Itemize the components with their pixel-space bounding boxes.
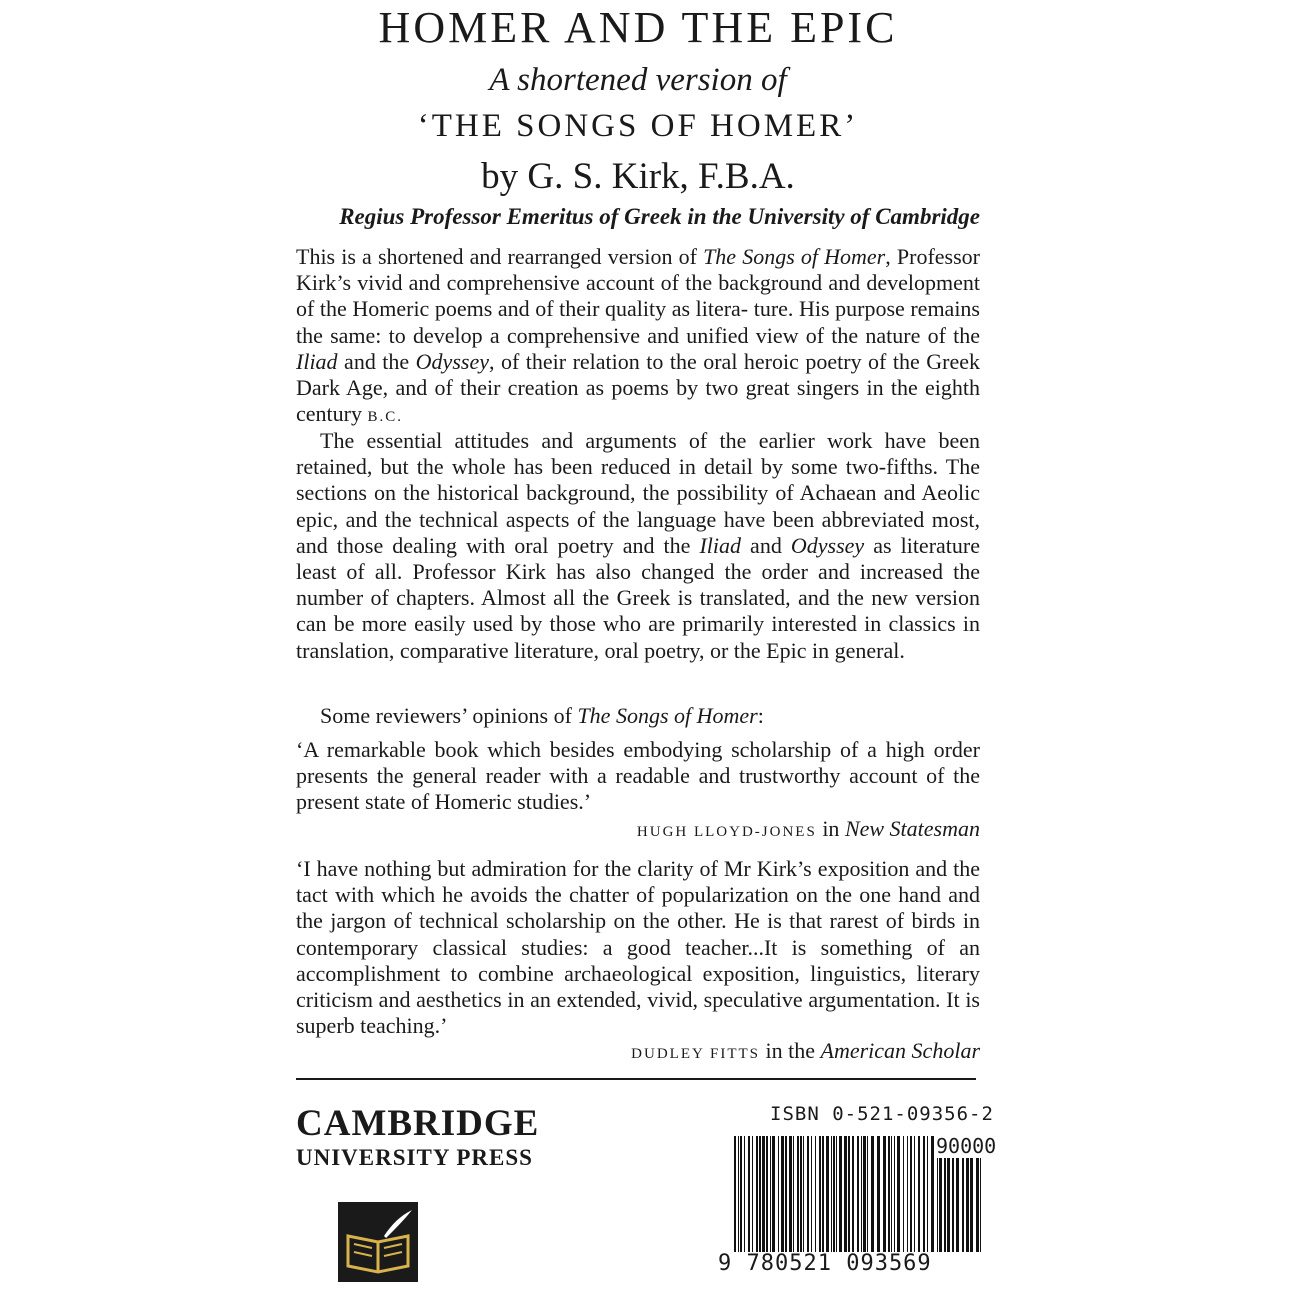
text-run: , of their relation to the oral heroic poetry of the Greek Dark Age, and of their creation as poems by two great singers in the eighth century <box>296 348 980 427</box>
review-source: New Statesman <box>844 816 980 841</box>
barcode-bar <box>952 1158 954 1252</box>
barcode-bar <box>939 1158 942 1252</box>
book-title-italic: The Songs of Homer <box>577 703 758 728</box>
author-affiliation: Regius Professor Emeritus of Greek in the University of Cambridge <box>339 204 980 229</box>
barcode-bar <box>927 1136 928 1252</box>
divider-rule <box>296 1078 976 1080</box>
barcode-bar <box>956 1158 959 1252</box>
barcode-bar <box>848 1136 850 1252</box>
addon-digits: 90000 <box>936 1134 997 1158</box>
barcode-bar <box>962 1158 964 1252</box>
barcode-bar <box>770 1136 771 1252</box>
barcode-bar <box>923 1136 925 1252</box>
barcode-bar <box>857 1136 859 1252</box>
text-run: as literature least of all. Professor Kirk has also changed the order and increased the number of chapters. Almost all the Greek is translated, and the new version can be more easily used by those who are primarily interested in classics in translation, comparative literature, oral poetry, or the Epic in general. <box>296 532 980 663</box>
barcode-bar <box>831 1136 832 1252</box>
barcode-bar <box>891 1136 892 1252</box>
text-run: in <box>816 816 845 841</box>
barcode-bar <box>811 1136 812 1252</box>
iliad-italic: Iliad <box>296 348 338 374</box>
barcode-bar <box>944 1158 946 1252</box>
barcode-bar <box>888 1136 890 1252</box>
barcode-bar <box>947 1158 950 1252</box>
barcode-bar <box>738 1136 739 1252</box>
barcode-bar <box>752 1136 753 1252</box>
odyssey-italic: Odyssey <box>415 348 489 374</box>
description-paragraph-1 <box>296 244 980 430</box>
barcode-bar <box>744 1136 745 1252</box>
text-run: Some reviewers’ opinions of <box>320 703 578 728</box>
barcode-bar <box>861 1136 862 1252</box>
text-run: The essential attitudes and arguments of the earlier work have been retained, but the whole has been reduced in detail by some two-fifths. The sections on the historical background, the possibility of Achaean and Aeolic epic, and the technical aspects of the language have been abbreviated most, and those dealing with oral poetry and the <box>296 428 980 558</box>
barcode-bar <box>894 1136 895 1252</box>
barcode-bar <box>883 1136 886 1252</box>
barcode-bar <box>778 1136 779 1252</box>
barcode-bar <box>789 1136 792 1252</box>
barcode-bar <box>931 1136 934 1252</box>
cover-text-column <box>296 0 980 1290</box>
text-run: and the <box>337 348 416 374</box>
barcode-bar <box>844 1136 847 1252</box>
reviews-intro <box>296 703 980 729</box>
barcode-bar <box>785 1136 787 1252</box>
barcode-bar <box>803 1136 804 1252</box>
text-run: in the <box>760 1038 821 1063</box>
barcode-bar <box>863 1136 866 1252</box>
barcode-bar <box>793 1136 794 1252</box>
book-title: HOMER AND THE EPIC <box>378 3 898 52</box>
barcode-bar <box>897 1136 900 1252</box>
review-source: American Scholar <box>820 1038 980 1063</box>
odyssey-italic: Odyssey <box>790 532 865 558</box>
publisher-subname: UNIVERSITY PRESS <box>296 1145 533 1170</box>
barcode-bar <box>815 1136 816 1252</box>
barcode-bar <box>797 1136 799 1252</box>
description-paragraph-2 <box>296 428 980 664</box>
subtitle: A shortened version of <box>489 62 787 98</box>
ean-digits: 9 780521 093569 <box>718 1251 932 1276</box>
author-line: by G. S. Kirk, F.B.A. <box>481 156 795 197</box>
barcode-bar <box>819 1136 821 1252</box>
review-attribution-2 <box>631 1038 980 1067</box>
book-title-italic: The Songs of Homer <box>703 244 886 269</box>
barcode-bar <box>910 1136 912 1252</box>
barcode-bar <box>839 1136 842 1252</box>
barcode-bar <box>907 1136 908 1252</box>
barcode-bar <box>836 1136 837 1252</box>
text-run: : <box>757 703 764 728</box>
text-run: This is a shortened and rearranged version of <box>296 244 704 269</box>
barcode-bar <box>759 1136 761 1252</box>
barcode-bar <box>772 1136 775 1252</box>
barcode-bar <box>970 1158 973 1252</box>
era-abbreviation: B.C. <box>367 409 403 426</box>
review-quote-1: ‘A remarkable book which besides embodying scholarship of a high order presents the general reader with a readable and trustworthy account of the present state of Homeric studies.’ <box>296 737 980 815</box>
review-quote-2: ‘I have nothing but admiration for the clarity of Mr Kirk’s exposition and the tact with which he avoids the chatter of popularization on the one hand and the jargon of technical scholarship on the other. He is that rarest of birds in contemporary classical studies: a good teacher...It is something of an accomplishment to combine archaeological exposition, linguistics, literary criticism and aesthetics in an extended, vivid, speculative argumentation. It is superb teaching.’ <box>296 856 980 1039</box>
barcode-bar <box>976 1158 979 1252</box>
text-run: , Professor Kirk’s vivid and comprehensive account of the background and development of the Homeric poems and of their quality as litera- ture. His purpose remains the same: to develop a comprehensive and unified view of the nature of the <box>296 244 980 348</box>
publisher-name: CAMBRIDGE <box>296 1103 540 1144</box>
barcode-bar <box>914 1136 915 1252</box>
barcode-bar <box>800 1136 802 1252</box>
ean-barcode <box>734 1136 934 1256</box>
review-attribution-1 <box>637 816 980 845</box>
open-book-quill-icon <box>338 1202 418 1282</box>
barcode-bar <box>937 1158 938 1252</box>
barcode-bar <box>748 1136 750 1252</box>
reviewer-name: DUDLEY FITTS <box>631 1046 761 1062</box>
barcode-bar <box>826 1136 829 1252</box>
barcode-bar <box>734 1136 736 1252</box>
original-title: ‘THE SONGS OF HOMER’ <box>417 108 859 144</box>
barcode-bar <box>756 1136 758 1252</box>
barcode-bar <box>762 1136 765 1252</box>
barcode-bar <box>766 1136 768 1252</box>
barcode-bar <box>781 1136 784 1252</box>
barcode-bar <box>871 1136 874 1252</box>
barcode-bar <box>867 1136 868 1252</box>
barcode-bar <box>877 1136 880 1252</box>
barcode-bar <box>807 1136 809 1252</box>
iliad-italic: Iliad <box>699 532 742 558</box>
barcode-bar <box>740 1136 742 1252</box>
barcode-bar <box>918 1136 920 1252</box>
barcode-bar <box>833 1136 835 1252</box>
barcode-bar <box>903 1136 904 1252</box>
barcode-bar <box>852 1136 854 1252</box>
isbn-label: ISBN 0-521-09356-2 <box>770 1103 994 1125</box>
barcode-bar <box>980 1158 981 1252</box>
barcode-bar <box>822 1136 824 1252</box>
barcode-bar <box>966 1158 969 1252</box>
reviewer-name: HUGH LLOYD-JONES <box>636 824 817 840</box>
text-run: and <box>741 532 791 558</box>
